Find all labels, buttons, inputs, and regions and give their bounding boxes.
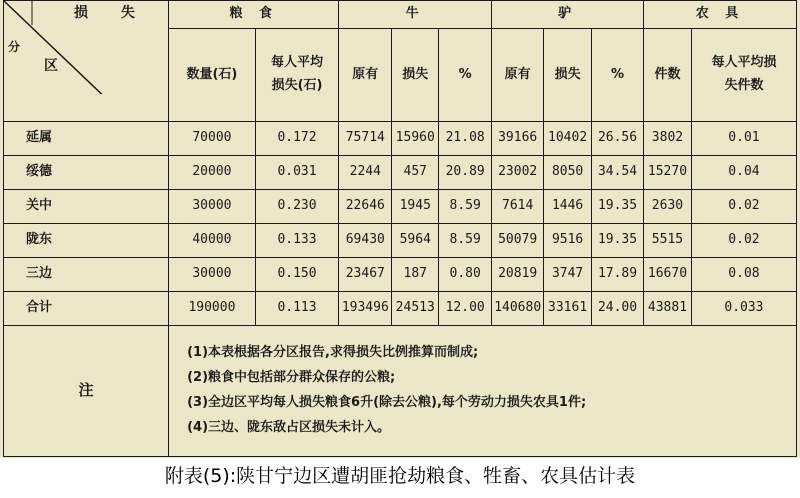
cattle-orig: 23467: [339, 258, 392, 292]
region-name: 延属: [4, 122, 169, 156]
donkey-pct: 19.35: [592, 224, 644, 258]
tools-count: 43881: [644, 292, 692, 326]
subheader-grain-avg: [255, 29, 339, 122]
table-row: [4, 156, 797, 190]
cattle-orig: 75714: [339, 122, 392, 156]
tools-count: 15270: [644, 156, 692, 190]
grain-avg: 0.113: [255, 292, 339, 326]
donkey-orig: 50079: [492, 224, 544, 258]
donkey-pct: 24.00: [592, 292, 644, 326]
grain-avg: 0.172: [255, 122, 339, 156]
subheader-grain-avg-line2: 损失(石): [271, 78, 323, 93]
tools-count: 3802: [644, 122, 692, 156]
note-line: (1)本表根据各分区报告,求得损失比例推算而制成;: [187, 345, 479, 361]
region-name: 陇东: [4, 224, 169, 258]
table-row: [4, 122, 797, 156]
cattle-orig: 2244: [339, 156, 392, 190]
cattle-pct: 8.59: [439, 224, 492, 258]
subheader-donkey-pct: %: [592, 29, 644, 122]
cattle-pct: 8.59: [439, 190, 492, 224]
cattle-loss: 187: [392, 258, 439, 292]
tools-avg: 0.08: [691, 258, 796, 292]
donkey-loss: 33161: [544, 292, 592, 326]
table-caption: 附表(5):陕甘宁边区遭胡匪抢劫粮食、牲畜、农具估计表: [164, 465, 636, 487]
cattle-orig: 193496: [339, 292, 392, 326]
cattle-pct: 12.00: [439, 292, 492, 326]
region-name: 绥德: [4, 156, 169, 190]
note-line: (2)粮食中包括部分群众保存的公粮;: [187, 370, 396, 386]
donkey-pct: 34.54: [592, 156, 644, 190]
subheader-tools-avg-line1: 每人平均损: [711, 55, 777, 71]
cattle-pct: 21.08: [439, 122, 492, 156]
header-donkey: 驴: [492, 1, 644, 29]
donkey-orig: 20819: [492, 258, 544, 292]
notes-cell: [169, 326, 797, 457]
donkey-orig: 140680: [492, 292, 544, 326]
table-row: [4, 224, 797, 258]
donkey-loss: 3747: [544, 258, 592, 292]
table-row: [4, 258, 797, 292]
grain-avg: 0.133: [255, 224, 339, 258]
header-grain: 粮 食: [169, 1, 339, 29]
donkey-orig: 39166: [492, 122, 544, 156]
subheader-tools-count: 件数: [644, 29, 692, 122]
grain-qty: 190000: [169, 292, 256, 326]
tools-avg: 0.01: [691, 122, 796, 156]
table-row-total: [4, 292, 797, 326]
cattle-loss: 5964: [392, 224, 439, 258]
donkey-loss: 9516: [544, 224, 592, 258]
cattle-loss: 24513: [392, 292, 439, 326]
cattle-pct: 0.80: [439, 258, 492, 292]
subheader-grain-qty: 数量(石): [169, 29, 256, 122]
donkey-orig: 23002: [492, 156, 544, 190]
subheader-tools-avg: [691, 29, 796, 122]
cattle-orig: 69430: [339, 224, 392, 258]
tools-avg: 0.04: [691, 156, 796, 190]
header-cattle: 牛: [339, 1, 492, 29]
grain-qty: 70000: [169, 122, 256, 156]
grain-avg: 0.150: [255, 258, 339, 292]
subheader-donkey-orig: 原有: [492, 29, 544, 122]
table-row: [4, 190, 797, 224]
grain-avg: 0.230: [255, 190, 339, 224]
subheader-cattle-pct: %: [439, 29, 492, 122]
subheader-donkey-loss: 损失: [544, 29, 592, 122]
cattle-loss: 1945: [392, 190, 439, 224]
grain-qty: 40000: [169, 224, 256, 258]
subheader-cattle-loss: 损失: [392, 29, 439, 122]
corner-district-label-2: 区: [44, 58, 72, 74]
grain-qty: 30000: [169, 190, 256, 224]
tools-count: 5515: [644, 224, 692, 258]
grain-qty: 20000: [169, 156, 256, 190]
donkey-pct: 26.56: [592, 122, 644, 156]
cattle-pct: 20.89: [439, 156, 492, 190]
donkey-pct: 19.35: [592, 190, 644, 224]
cattle-loss: 15960: [392, 122, 439, 156]
corner-district-label-1: 分: [8, 40, 35, 54]
corner-header-cell: [4, 1, 169, 122]
tools-count: 2630: [644, 190, 692, 224]
donkey-loss: 1446: [544, 190, 592, 224]
tools-avg: 0.033: [691, 292, 796, 326]
note-line: (3)全边区平均每人损失粮食6升(除去公粮),每个劳动力损失农具1件;: [187, 395, 587, 410]
note-line: (4)三边、陇东敌占区损失未计入。: [187, 419, 391, 435]
notes-row: [4, 326, 797, 457]
tools-avg: 0.02: [691, 190, 796, 224]
region-name: 三边: [4, 258, 169, 292]
subheader-tools-avg-line2: 失件数: [724, 78, 764, 93]
subheader-cattle-orig: 原有: [339, 29, 392, 122]
cattle-orig: 22646: [339, 190, 392, 224]
grain-avg: 0.031: [255, 156, 339, 190]
loss-estimate-table: [3, 0, 797, 457]
grain-qty: 30000: [169, 258, 256, 292]
tools-count: 16670: [644, 258, 692, 292]
subheader-grain-avg-line1: 每人平均: [271, 55, 324, 71]
donkey-pct: 17.89: [592, 258, 644, 292]
header-tools: 农 具: [644, 1, 797, 29]
donkey-loss: 8050: [544, 156, 592, 190]
corner-loss-label: 损 失: [74, 5, 149, 21]
donkey-orig: 7614: [492, 190, 544, 224]
notes-label: 注: [4, 326, 169, 457]
tools-avg: 0.02: [691, 224, 796, 258]
region-name: 合计: [4, 292, 169, 326]
donkey-loss: 10402: [544, 122, 592, 156]
region-name: 关中: [4, 190, 169, 224]
cattle-loss: 457: [392, 156, 439, 190]
